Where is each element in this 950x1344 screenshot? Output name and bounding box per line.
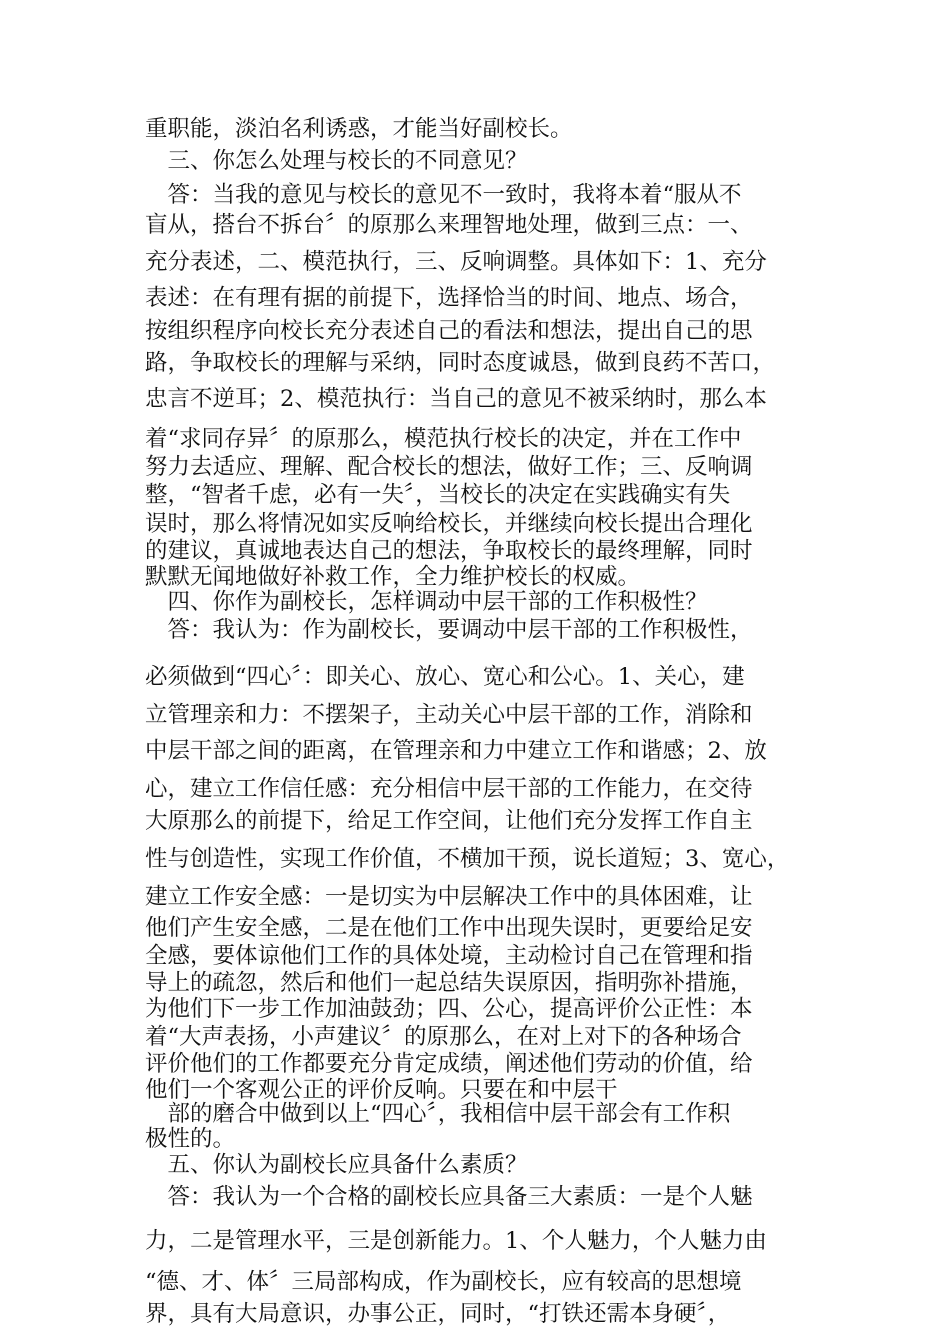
- text-line: 立管理亲和力：不摆架子，主动关心中层干部的工作，消除和: [145, 702, 753, 728]
- text-line: 评价他们的工作都要充分肯定成绩，阐述他们劳动的价值，给: [145, 1051, 753, 1077]
- text-line: 大原那么的前提下，给足工作空间，让他们充分发挥工作自主: [145, 808, 753, 834]
- text-line: 答：我认为：作为副校长，要调动中层干部的工作积极性，: [145, 617, 753, 643]
- text-line: 误时，那么将情况如实反响给校长，并继续向校长提出合理化: [145, 511, 753, 537]
- text-line: 盲从，搭台不拆台〞的原那么来理智地处理，做到三点：一、: [145, 212, 753, 238]
- text-line: 部的磨合中做到以上“四心〞，我相信中层干部会有工作积: [145, 1101, 731, 1127]
- text-line: 努力去适应、理解、配合校长的想法，做好工作；三、反响调: [145, 454, 753, 480]
- text-line: 充分表述，二、模范执行，三、反响调整。具体如下：1、充分: [145, 249, 767, 275]
- text-line: 心，建立工作信任感：充分相信中层干部的工作能力，在交待: [145, 776, 753, 802]
- text-line: 路，争取校长的理解与采纳，同时态度诚恳，做到良药不苦口，: [145, 350, 776, 376]
- text-line: 他们一个客观公正的评价反响。只要在和中层干: [145, 1077, 618, 1103]
- text-line: 表述：在有理有据的前提下，选择恰当的时间、地点、场合，: [145, 285, 753, 311]
- text-line: 导上的疏忽，然后和他们一起总结失误原因，指明弥补措施，: [145, 970, 753, 996]
- text-line: 极性的。: [145, 1126, 236, 1152]
- text-line: 界，具有大局意识，办事公正，同时，“打铁还需本身硬〞，: [145, 1301, 731, 1327]
- text-line: 按组织程序向校长充分表述自己的看法和想法，提出自己的思: [145, 318, 753, 344]
- text-line: 四、你作为副校长，怎样调动中层干部的工作积极性？: [145, 589, 708, 615]
- text-line: 力，二是管理水平，三是创新能力。1、个人魅力，个人魅力由: [145, 1228, 767, 1254]
- text-line: 性与创造性，实现工作价值，不横加干预，说长道短；3、宽心，: [145, 846, 790, 872]
- text-line: “德、才、体〞三局部构成，作为副校长，应有较高的思想境: [145, 1269, 742, 1295]
- text-line: 答：我认为一个合格的副校长应具备三大素质：一是个人魅: [145, 1184, 753, 1210]
- text-line: 全感，要体谅他们工作的具体处境，主动检讨自己在管理和指: [145, 943, 753, 969]
- text-line: 着“求同存异〞的原那么，模范执行校长的决定，并在工作中: [145, 426, 742, 452]
- text-line: 为他们下一步工作加油鼓劲；四、公心，提高评价公正性：本: [145, 996, 753, 1022]
- text-line: 忠言不逆耳；2、模范执行：当自己的意见不被采纳时，那么本: [145, 386, 767, 412]
- text-line: 必须做到“四心〞：即关心、放心、宽心和公心。1、关心，建: [145, 664, 745, 690]
- text-line: 整，“智者千虑，必有一失〞，当校长的决定在实践确实有失: [145, 482, 731, 508]
- text-line: 建立工作安全感：一是切实为中层解决工作中的具体困难，让: [145, 884, 753, 910]
- text-line: 他们产生安全感，二是在他们工作中出现失误时，更要给足安: [145, 915, 753, 941]
- text-line: 着“大声表扬，小声建议〞的原那么，在对上对下的各种场合: [145, 1024, 742, 1050]
- text-line: 中层干部之间的距离，在管理亲和力中建立工作和谐感；2、放: [145, 738, 767, 764]
- text-line: 默默无闻地做好补救工作，全力维护校长的权威。: [145, 564, 641, 590]
- text-line: 重职能，淡泊名利诱惑，才能当好副校长。: [145, 116, 573, 142]
- text-line: 三、你怎么处理与校长的不同意见？: [145, 148, 528, 174]
- text-line: 五、你认为副校长应具备什么素质？: [145, 1152, 528, 1178]
- text-line: 答：当我的意见与校长的意见不一致时，我将本着“服从不: [145, 182, 742, 208]
- text-line: 的建议，真诚地表达自己的想法，争取校长的最终理解，同时: [145, 538, 753, 564]
